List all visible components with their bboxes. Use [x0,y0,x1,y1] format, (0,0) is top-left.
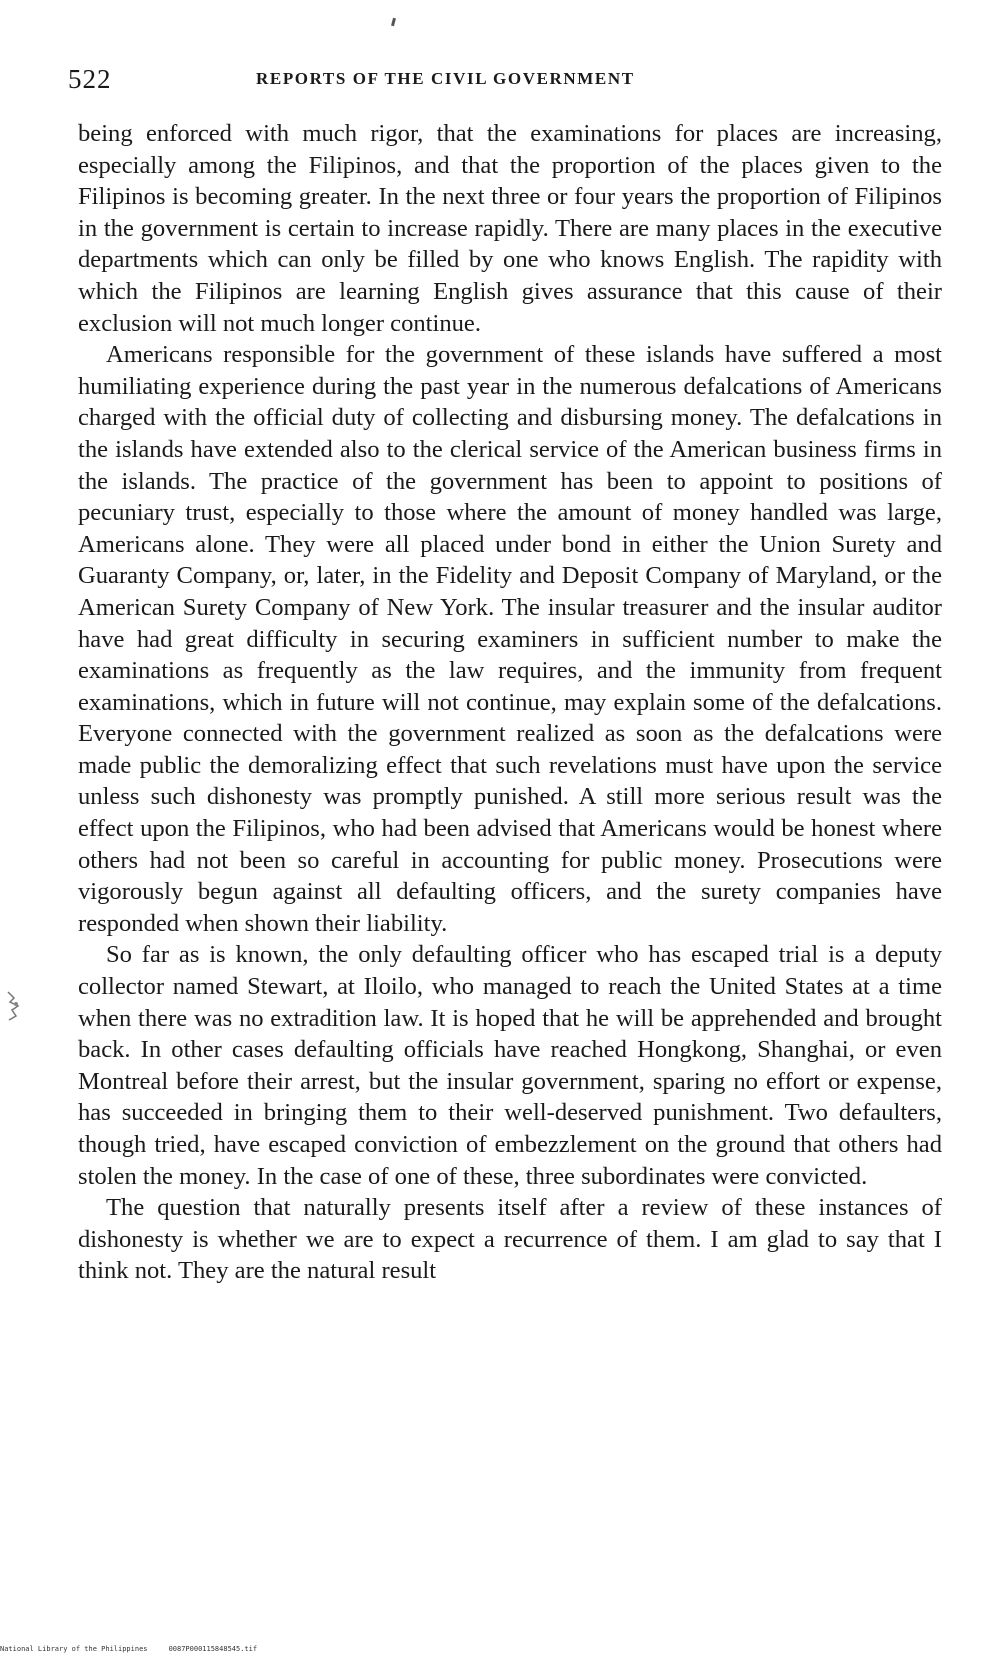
paragraph-continuation: being enforced with much rigor, that the examinations for places are increasing, especially among the Filipinos, and that the proportion of the places given to the Filipinos is becoming greater. In the next three or four years the proportion of Filipinos in the government is certain to increase rapidly. There are many places in the executive departments which can only be filled by one who knows English. The rapidity with which the Filipinos are learning English gives assurance that this cause of their exclusion will not much longer continue. [78,120,942,337]
scan-mark [391,18,396,27]
paragraph-recurrence: The question that naturally presents itself after a review of these instances of dishonesty is whether we are to expect a recurrence of them. I am glad to say that I think not. They are the natural result [78,1194,942,1285]
body-text [78,118,942,1287]
paragraph-defalcations: Americans responsible for the government of these islands have suffered a most humiliating experience during the past year in the numerous defalcations of Americans charged with the official duty of collecting and disbursing money. The defalcations in the islands have extended also to the clerical service of the American business firms in the islands. The practice of the government has been to appoint to positions of pecuniary trust, especially to those where the amount of money handled was large, Americans alone. They were all placed under bond in either the Union Surety and Guaranty Company, or, later, in the Fidelity and Deposit Company of Maryland, or the American Surety Company of New York. The insular treasurer and the insular auditor have had great difficulty in securing examiners in sufficient number to make the examinations as frequently as the law requires, and the immunity from frequent examinations, which in future will not continue, may explain some of the defalcations. Everyone connected with the government realized as soon as the defalcations were made public the demoralizing effect that such revelations must have upon the service unless such dishonesty was promptly punished. A still more serious result was the effect upon the Filipinos, who had been advised that Americans would be honest where others had not been so careful in accounting for public money. Prosecutions were vigorously begun against all defaulting officers, and the surety companies have responded when shown their liability. [78,341,942,937]
page-number: 522 [68,64,112,94]
scan-footer: National Library of the Philippines 0087P000115848545.tif [0,1645,258,1653]
paragraph-escaped-trial: So far as is known, the only defaulting officer who has escaped trial is a deputy collector named Stewart, at Iloilo, who managed to reach the United States at a time when there was no extradition law. It is hoped that he will be apprehended and brought back. In other cases defaulting officials have reached Hongkong, Shanghai, or even Montreal before their arrest, but the insular government, sparing no effort or expense, has succeeded in bringing them to their well-deserved punishment. Two defaulters, though tried, have escaped conviction of embezzlement on the ground that others had stolen the money. In the case of one of these, three subordinates were convicted. [78,941,942,1190]
page-header [66,64,946,96]
margin-speck-icon [4,988,24,1024]
running-head: REPORTS OF THE CIVIL GOVERNMENT [256,69,635,88]
